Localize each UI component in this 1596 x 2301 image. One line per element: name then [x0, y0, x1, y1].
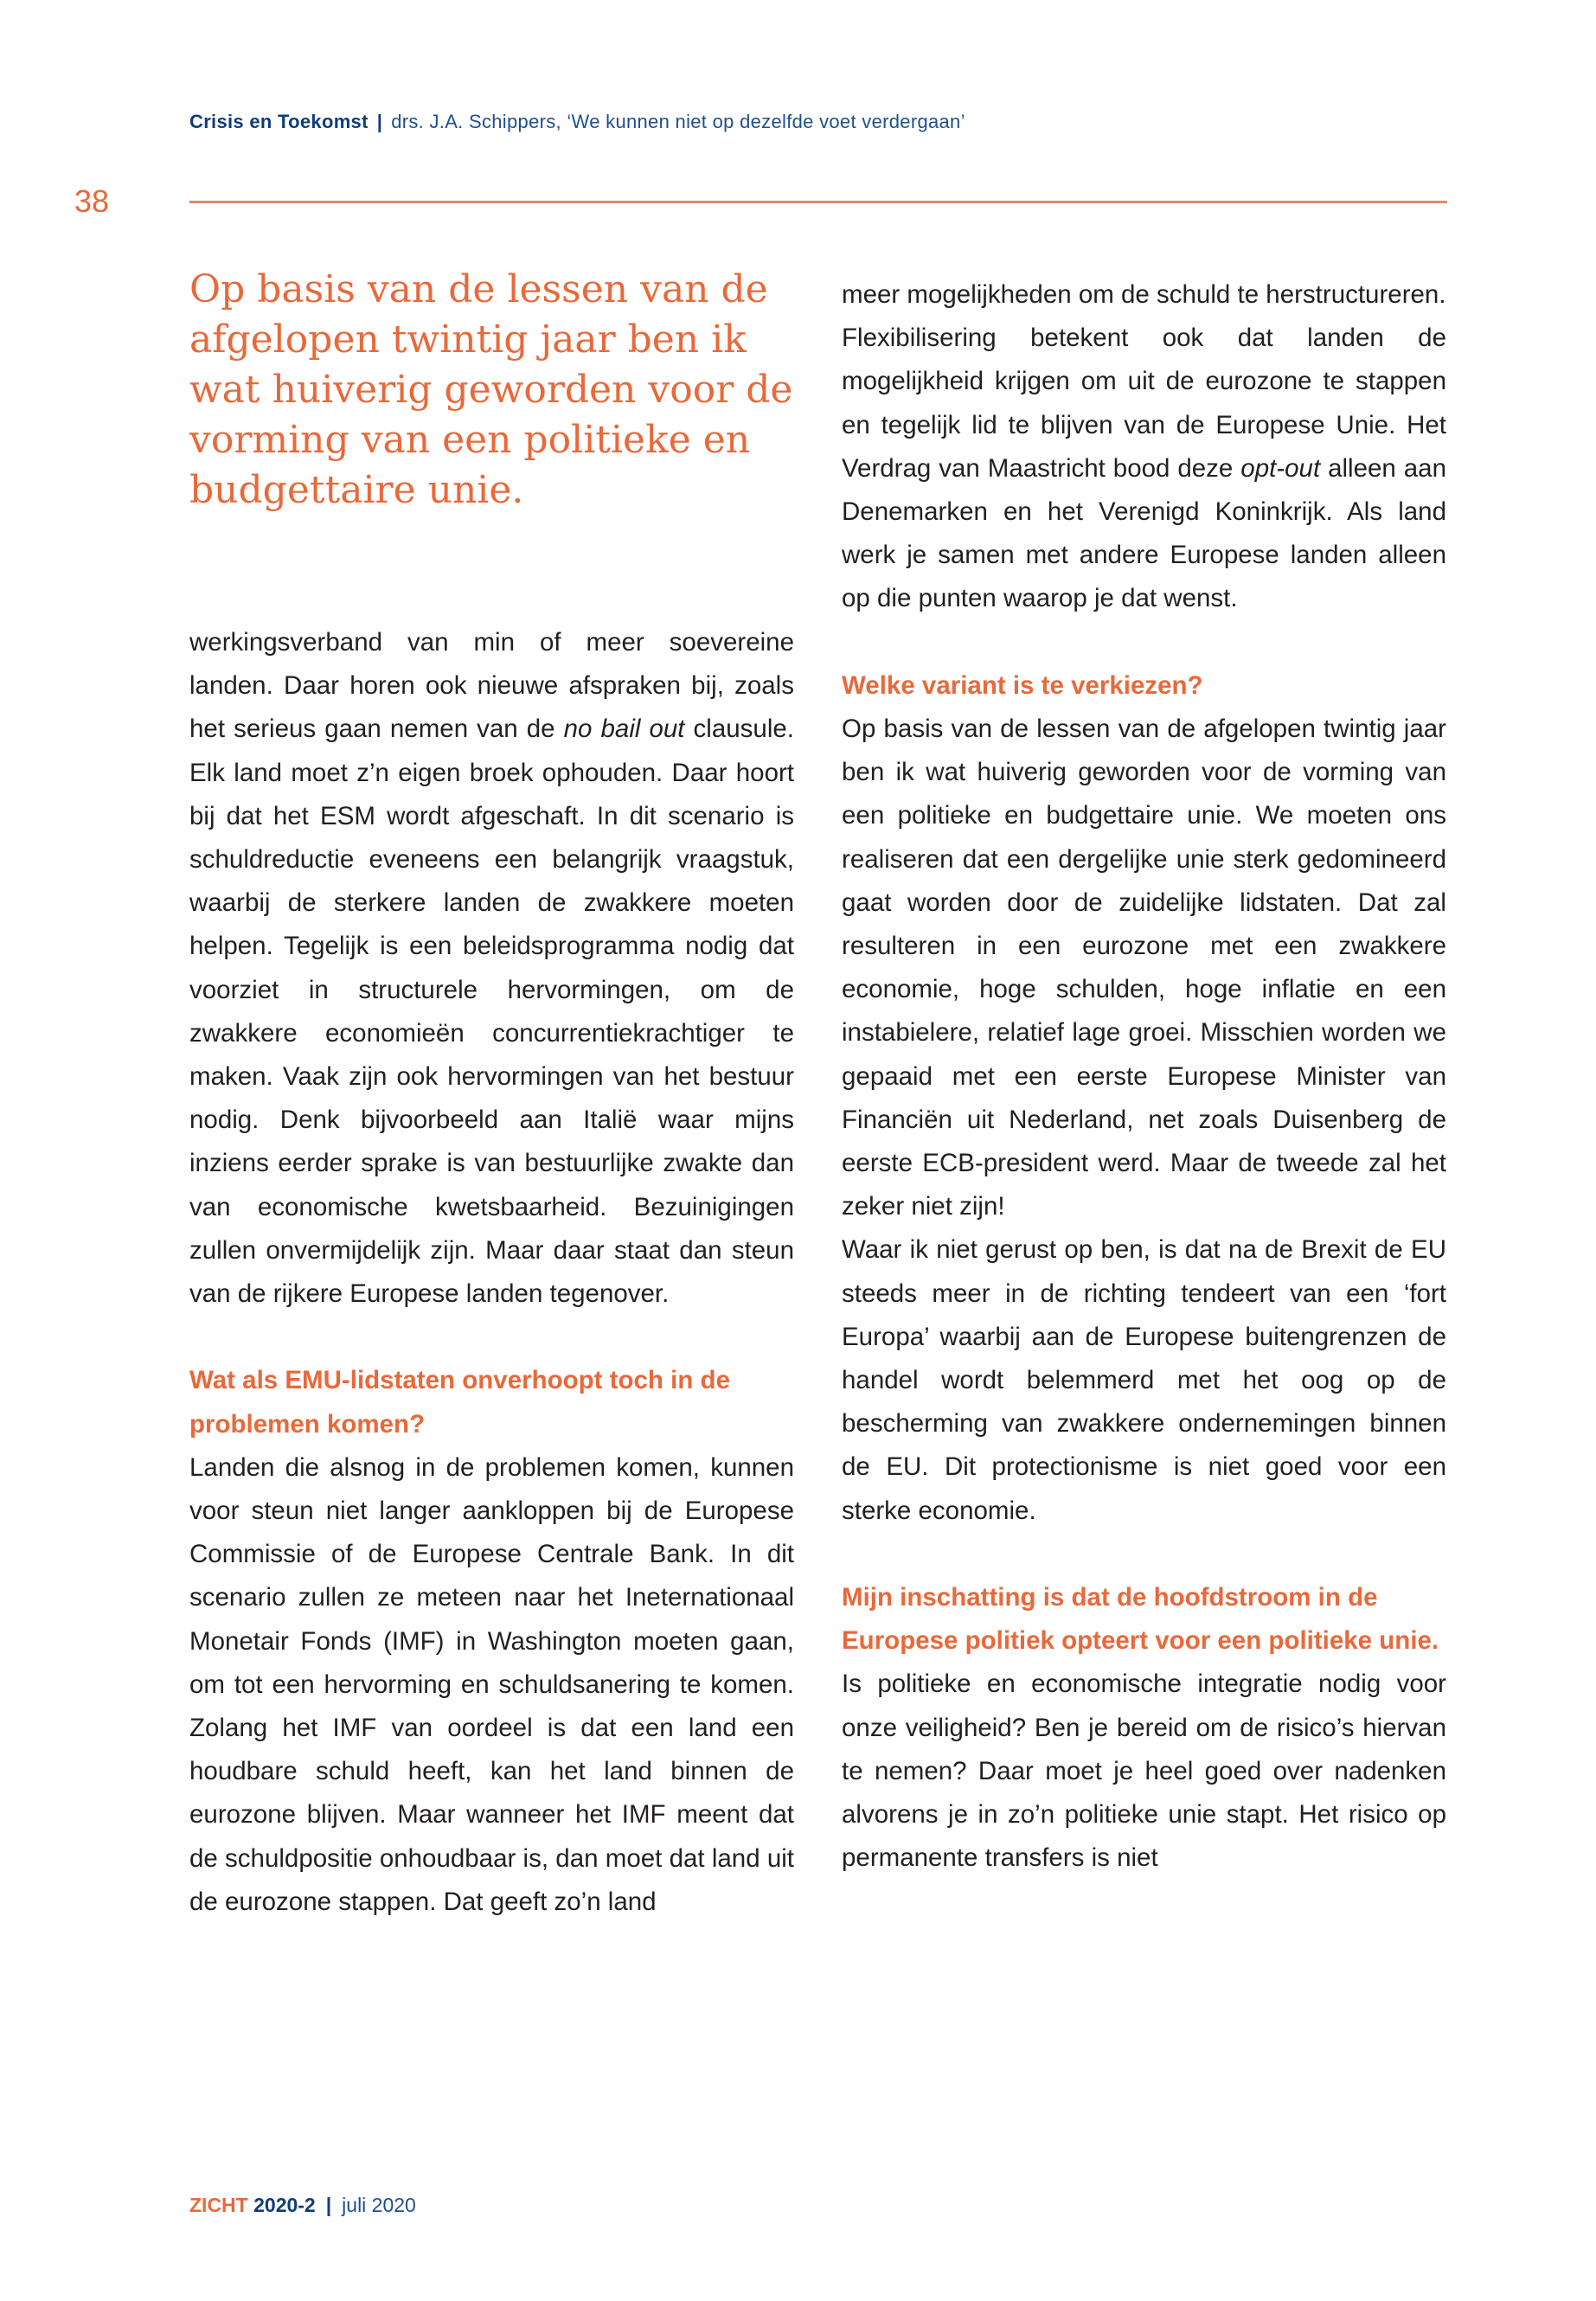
paragraph: Landen die alsnog in de problemen komen, kunnen voor steun niet langer aankloppen bij de Europese Commissie of de Europese Centrale Bank. In dit scenario zullen ze meteen naar het Ineternationaal Monetair Fonds (IMF) in Washington moeten gaan, om tot een hervorming en schuldsanering te komen. Zolang het IMF van oordeel is dat een land een houdbare schuld heeft, kan het land binnen de eurozone blijven. Maar wanneer het IMF meent dat de schuldpositie onhoudbaar is, dan moet dat land uit de eurozone stappen. Dat geeft zo’n land: [189, 1452, 794, 1916]
header-rule: [189, 201, 1447, 203]
subheading: Welke variant is te verkiezen?: [842, 670, 1203, 700]
left-column: [189, 621, 794, 1924]
footer-date: juli 2020: [342, 2194, 416, 2216]
running-header: [189, 111, 965, 133]
paragraph: Op basis van de lessen van de afgelopen twintig jaar ben ik wat huiverig geworden voor de vorming van een politieke en budgettaire unie. We moeten ons realiseren dat een dergelijke unie sterk gedomineerd gaat worden door de zuidelijke lidstaten. Dat zal resulteren in een eurozone met een zwakkere economie, hoge schulden, hoge inflatie en een instabielere, relatief lage groei. Misschien worden we gepaaid met een eerste Europese Minister van Financiën uit Nederland, net zoals Duisenberg de eerste ECB-president werd. Maar de tweede zal het zeker niet zijn!: [842, 715, 1446, 1221]
header-separator: |: [376, 111, 383, 132]
paragraph: werkingsverband van min of meer soevereine landen. Daar horen ook nieuwe afspraken bij, zoals het serieus gaan nemen van de no bail out clausule. Elk land moet z’n eigen broek ophouden. Daar hoort bij dat het ESM wordt afgeschaft. In dit scenario is schuldreductie eveneens een belangrijk vraagstuk, waarbij de sterkere landen de zwakkere moeten helpen. Tegelijk is een beleidsprogramma nodig dat voorziet in structurele hervormingen, om de zwakkere economieën concurrentiekrachtiger te maken. Vaak zijn ook hervormingen van het bestuur nodig. Denk bijvoorbeeld aan Italië waar mijns inziens eerder sprake is van bestuurlijke zwakte dan van economische kwetsbaarheid. Bezuinigingen zullen onvermijdelijk zijn. Maar daar staat dan steun van de rijkere Europese landen tegenover.: [189, 628, 794, 1309]
subheading: Wat als EMU-lidstaten onverhoopt toch in de problemen komen?: [189, 1366, 730, 1439]
subheading: Mijn inschatting is dat de hoofdstroom in de Europese politiek opteert voor een politieke unie.: [842, 1583, 1439, 1656]
page-number: 38: [74, 183, 110, 219]
footer: [189, 2194, 416, 2217]
paragraph: Flexibilisering betekent ook dat landen de mogelijkheid krijgen om uit de eurozone te stappen en tegelijk lid te blijven van de Europese Unie. Het Verdrag van Maastricht bood deze opt-out alleen aan Denemarken en het Verenigd Koninkrijk. Als land werk je samen met andere Europese landen alleen op die punten waarop je dat wenst.: [842, 324, 1446, 613]
paragraph: meer mogelijkheden om de schuld te herstructureren.: [842, 280, 1446, 309]
footer-brand: ZICHT: [189, 2194, 248, 2216]
paragraph: Is politieke en economische integratie nodig voor onze veiligheid? Ben je bereid om de risico’s hiervan te nemen? Daar moet je heel goed over nadenken alvorens je in zo’n politieke unie stapt. Het risico op permanente transfers is niet: [842, 1670, 1446, 1873]
header-section: Crisis en Toekomst: [189, 111, 369, 132]
pull-quote: Op basis van de lessen van de afgelopen twintig jaar ben ik wat huiverig geworden voor de vorming van een politieke en budgettaire unie.: [189, 267, 793, 512]
header-subtitle: drs. J.A. Schippers, ‘We kunnen niet op dezelfde voet verdergaan’: [391, 111, 965, 132]
paragraph: Waar ik niet gerust op ben, is dat na de Brexit de EU steeds meer in de richting tendeert van een ‘fort Europa’ waarbij aan de Europese buitengrenzen de handel wordt belemmerd met het oog op de bescherming van zwakkere ondernemingen binnen de EU. Dit protectionisme is niet goed voor een sterke economie.: [842, 1235, 1446, 1525]
right-column: [842, 273, 1446, 1880]
footer-issue: 2020-2: [253, 2194, 316, 2216]
footer-separator: |: [325, 2194, 332, 2216]
